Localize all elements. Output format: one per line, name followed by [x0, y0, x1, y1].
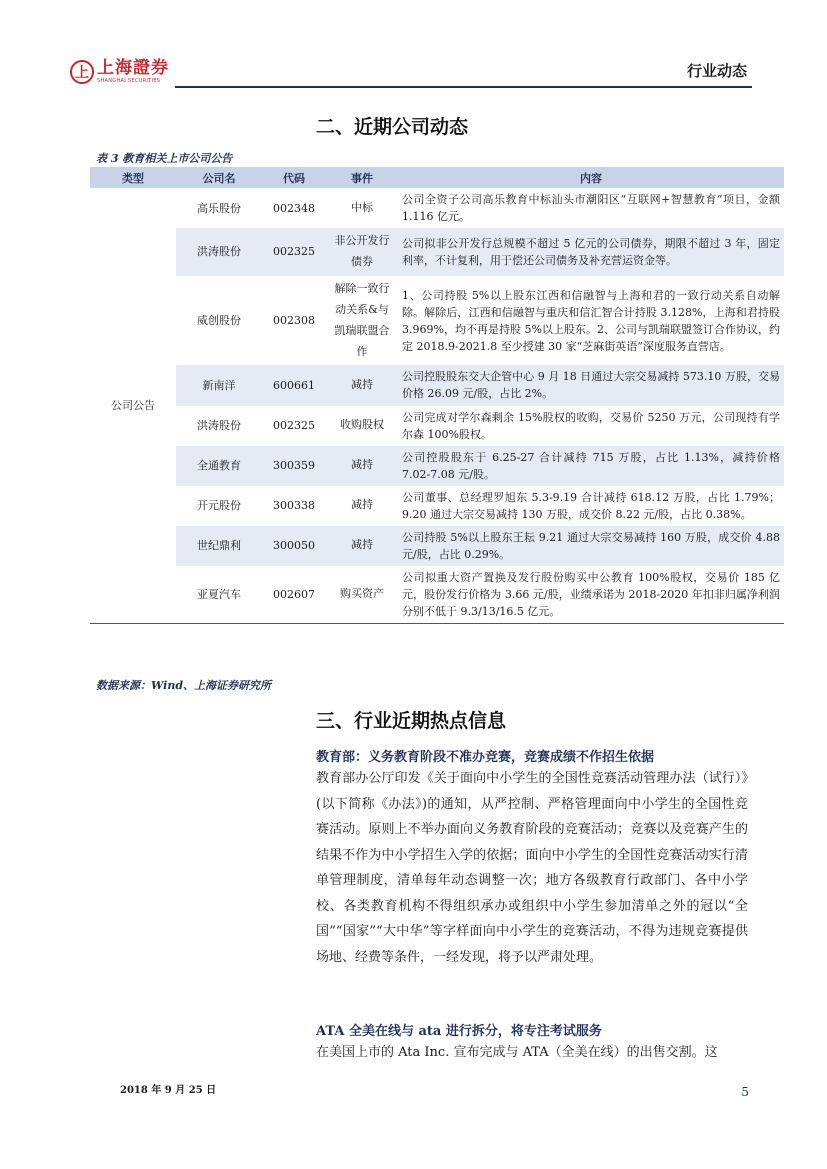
- cell-code: 002325: [262, 228, 326, 276]
- section-title-company-news: 二、近期公司动态: [316, 116, 469, 138]
- cell-event: 减持: [326, 526, 398, 566]
- cell-company: 世纪鼎利: [176, 526, 262, 566]
- cell-content: 公司董事、总经理罗旭东 5.3-9.19 合计减持 618.12 万股，占比 1.79%；9.20 通过大宗交易减持 130 万股，成交价 8.22 元/股，占比 0.38%。: [402, 490, 780, 521]
- cell-company: 亚夏汽车: [176, 566, 262, 624]
- logo-english-name: SHANGHAI SECURITIES: [97, 78, 161, 84]
- cell-type: 公司公告: [90, 188, 176, 624]
- cell-content: 公司持股 5%以上股东王耘 9.21 通过大宗交易减持 160 万股，成交价 4.88 元/股，占比 0.29%。: [398, 526, 784, 566]
- cell-content: 公司全资子公司高乐教育中标汕头市潮阳区“互联网+智慧教育”项目，金额 1.116 亿元。: [402, 193, 780, 224]
- news-item-2-body: 在美国上市的 Ata Inc. 宣布完成与 ATA（全美在线）的出售交割。这: [316, 1045, 718, 1060]
- header-company: 公司名: [176, 167, 262, 188]
- cell-code: 002308: [273, 314, 315, 328]
- table-row: [90, 406, 784, 446]
- news-item-1-body: 教育部办公厅印发《关于面向中小学生的全国性竞赛活动管理办法（试行）》(以下简称《办法》)的通知，从严控制、严格管理面向中小学生的全国性竞赛活动。原则上不举办面向义务教育阶段的竞赛活动；竞赛以及竞赛产生的结果不作为中小学招生入学的依据；面向中小学生的全国性竞赛活动实行清单管理制度，清单每年动态调整一次；地方各级教育行政部门、各中小学校、各类教育机构不得组织承办或组织中小学生参加清单之外的冠以“全国”“国家”“大中华”等字样面向中小学生的竞赛活动，不得为违规竞赛提供场地、经费等条件，一经发现，将予以严肃处理。: [316, 771, 748, 965]
- header-divider: [175, 86, 752, 88]
- cell-code: 002325: [273, 419, 315, 433]
- data-source-note: 数据来源：Wind、上海证券研究所: [96, 679, 272, 692]
- table-row: [90, 365, 784, 405]
- cell-event: 非公开发行债券: [326, 228, 398, 276]
- cell-code: 300338: [273, 499, 315, 513]
- logo-mark-icon: 上: [70, 60, 94, 84]
- table-header-row: [90, 167, 784, 188]
- table-row: [90, 526, 784, 566]
- cell-company: 高乐股份: [197, 201, 241, 215]
- table-row: [90, 276, 784, 366]
- cell-code: 002607: [262, 566, 326, 624]
- cell-content: 公司拟非公开发行总规模不超过 5 亿元的公司债券，期限不超过 3 年，固定利率，不计复利，用于偿还公司债务及补充营运资金等。: [398, 228, 784, 276]
- cell-content: 公司完成对学尔森剩余 15%股权的收购，交易价 5250 万元，公司现持有学尔森 100%股权。: [402, 410, 780, 441]
- cell-event: 减持: [351, 498, 373, 512]
- table-row: [90, 446, 784, 486]
- cell-event: 购买资产: [326, 566, 398, 624]
- section-title-industry-news: 三、行业近期热点信息: [316, 710, 507, 732]
- news-item-2-title: ATA 全美在线与 ata 进行拆分，将专注考试服务: [316, 1024, 602, 1039]
- report-date: 2018 年 9 月 25 日: [120, 1085, 217, 1096]
- header-code: 代码: [262, 167, 326, 188]
- table-row: [90, 566, 784, 624]
- news-item-1-title: 教育部：义务教育阶段不准办竞赛，竞赛成绩不作招生依据: [316, 750, 655, 765]
- cell-company: 威创股份: [197, 314, 241, 328]
- cell-content: 1、公司持股 5%以上股东江西和信融智与上海和君的一致行动关系自动解除。解除后，江西和信融智与重庆和信汇智合计持股 3.128%，上海和君持股 3.969%，均不再是持股 5%以上股东。2、公司与凯瑞联盟签订合作协议，约定 2018.9-2021.8 至少授建 30 家“芝麻街英语”深度服务直营店。: [402, 288, 780, 353]
- logo: [70, 60, 169, 84]
- cell-code: 002348: [273, 201, 315, 215]
- cell-company: 开元股份: [197, 499, 241, 513]
- table-row: [90, 188, 784, 228]
- cell-event: 中标: [351, 200, 373, 214]
- report-category: 行业动态: [686, 62, 747, 80]
- header-content: 内容: [398, 167, 784, 188]
- cell-code: 300359: [262, 446, 326, 486]
- announcement-table: [90, 167, 784, 624]
- table-row: [90, 486, 784, 526]
- cell-event: 减持: [326, 365, 398, 405]
- cell-content: 公司拟重大资产置换及发行股份购买中公教育 100%股权，交易价 185 亿元，股份发行价格为 3.66 元/股，业绩承诺为 2018-2020 年扣非归属净利润分别不低于 9.3/13/16.5 亿元。: [398, 566, 784, 624]
- page-number: 5: [741, 1085, 749, 1099]
- header-event: 事件: [326, 167, 398, 188]
- cell-event: 解除一致行动关系&与凯瑞联盟合作: [334, 281, 390, 358]
- cell-event: 减持: [326, 446, 398, 486]
- table-row: [90, 228, 784, 276]
- cell-content: 公司控股股东于 6.25-27 合计减持 715 万股，占比 1.13%，减持价格 7.02-7.08 元/股。: [398, 446, 784, 486]
- logo-chinese-name: 上海證券: [97, 58, 169, 78]
- cell-company: 洪涛股份: [176, 228, 262, 276]
- table-caption: 表 3 教育相关上市公司公告: [96, 152, 233, 165]
- cell-company: 洪涛股份: [197, 419, 241, 433]
- cell-event: 收购股权: [340, 418, 384, 432]
- header-type: 类型: [90, 167, 176, 188]
- cell-code: 300050: [262, 526, 326, 566]
- cell-company: 全通教育: [176, 446, 262, 486]
- cell-content: 公司控股股东交大企管中心 9 月 18 日通过大宗交易减持 573.10 万股，交易价格 26.09 元/股，占比 2%。: [398, 365, 784, 405]
- cell-company: 新南洋: [176, 365, 262, 405]
- cell-code: 600661: [262, 365, 326, 405]
